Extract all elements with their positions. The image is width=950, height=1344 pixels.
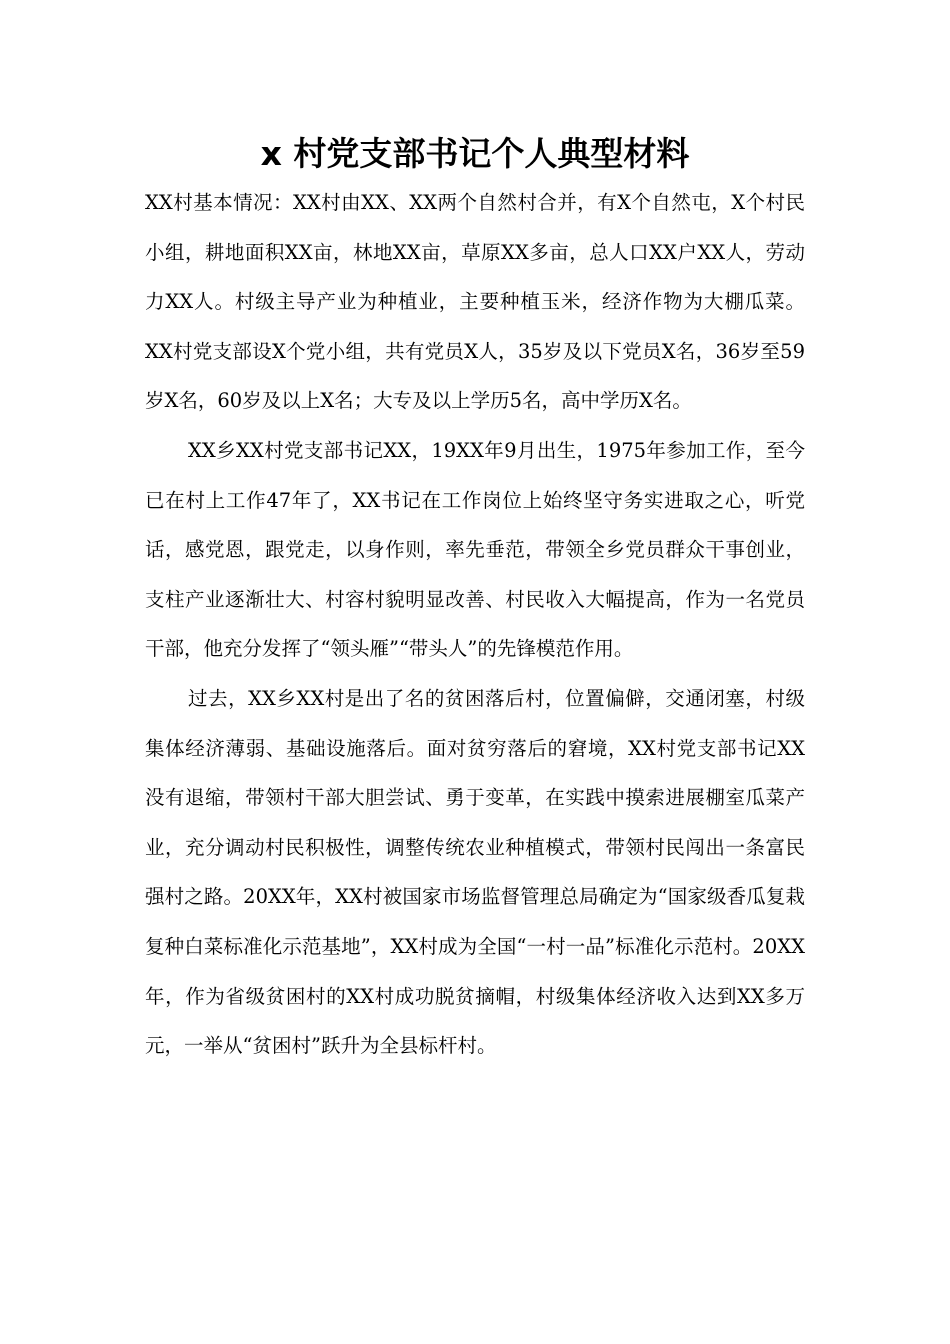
paragraph-secretary-profile: XX乡XX村党支部书记XX，19XX年9月出生，1975年参加工作，至今已在村上工作47年了，XX书记在工作岗位上始终坚守务实进取之心，听党话，感党恩，跟党走，以身作则，率先垂范，带领全乡党员群众干事创业，支柱产业逐渐壮大、村容村貌明显改善、村民收入大幅提高，作为一名党员干部，他充分发挥了“领头雁”“带头人”的先锋模范作用。	[145, 438, 805, 661]
document-title: x 村党支部书记个人典型材料	[260, 134, 690, 173]
paragraph-basic-info: XX村基本情况：XX村由XX、XX两个自然村合并，有X个自然屯，X个村民小组，耕地面积XX亩，林地XX亩，草原XX多亩，总人口XX户XX人，劳动力XX人。村级主导产业为种植业，主要种植玉米，经济作物为大棚瓜菜。XX村党支部设X个党小组，共有党员X人，35岁及以下党员X名，36岁至59岁X名，60岁及以上X名；大专及以上学历5名，高中学历X名。	[145, 191, 805, 413]
document-body	[145, 178, 805, 1071]
paragraph-village-development: 过去，XX乡XX村是出了名的贫困落后村，位置偏僻，交通闭塞，村级集体经济薄弱、基础设施落后。面对贫穷落后的窘境，XX村党支部书记XX没有退缩，带领村干部大胆尝试、勇于变革，在实践中摸索进展棚室瓜菜产业，充分调动村民积极性，调整传统农业种植模式，带领村民闯出一条富民强村之路。20XX年，XX村被国家市场监督管理总局确定为“国家级香瓜复栽复种白菜标准化示范基地”，XX村成为全国“一村一品”标准化示范村。20XX年，作为省级贫困村的XX村成功脱贫摘帽，村级集体经济收入达到XX多万元，一举从“贫困村”跃升为全县标杆村。	[145, 686, 805, 1058]
